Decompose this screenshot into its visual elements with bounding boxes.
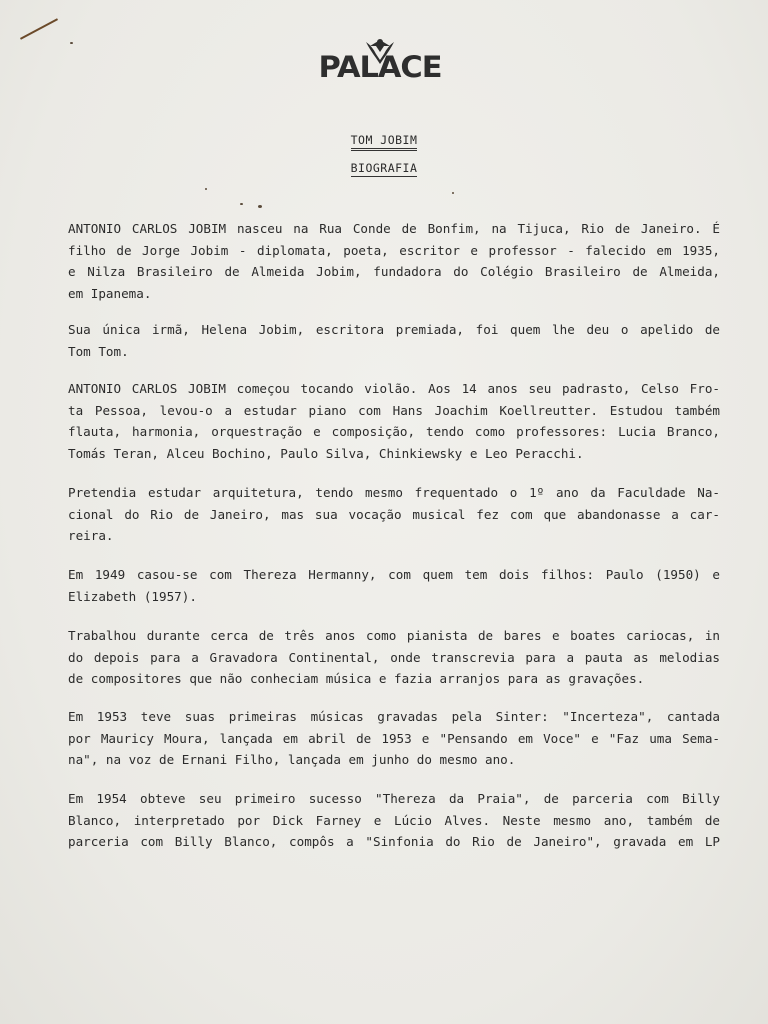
title-text: TOM JOBIM [351,133,418,151]
paragraph-8 [68,788,720,853]
paragraph-2 [68,319,720,362]
subtitle-text: BIOGRAFIA [350,161,418,175]
text-line: filho de Jorge Jobim - diplomata, poeta, escritor e professor - falecido em 1935, [68,242,720,258]
text-line: em Ipanema. [68,285,152,301]
paragraph-5 [68,564,720,607]
text-line: flauta, harmonia, orquestração e composição, tendo como professores: Lucia Branco, [68,424,720,439]
text-line: Tomás Teran, Alceu Bochino, Paulo Silva, Chinkiewsky e Leo Peracchi. [68,445,584,461]
text-line: de compositores que não conheciam música e fazia arranjos para as gravações. [68,671,645,686]
text-line: cional do Rio de Janeiro, mas sua vocação musical fez com que abandonasse a car- [68,506,720,522]
text-line: Sua única irmã, Helena Jobim, escritora premiada, foi quem lhe deu o apelido de [68,322,720,337]
text-line: Elizabeth (1957). [68,588,197,604]
text-line: e Nilza Brasileiro de Almeida Jobim, fundadora do Colégio Brasileiro de Almeida, [68,264,720,279]
text-line: Tom Tom. [68,343,129,359]
paragraph-4 [68,482,720,547]
paragraph-7 [68,706,720,771]
paragraph-3 [68,378,720,464]
logo-wordmark: PALACE [318,50,442,84]
text-line: Em 1954 obteve seu primeiro sucesso "Thereza da Praia", de parceria com Billy [68,791,720,806]
paper-speck [240,203,243,205]
paper-speck [258,205,262,208]
paragraph-6 [68,625,720,690]
pen-mark [20,18,58,39]
text-line: Pretendia estudar arquitetura, tendo mesmo frequentado o 1º ano da Faculdade Na- [68,485,720,500]
paragraph-1 [68,218,720,304]
text-line: parceria com Billy Blanco, compôs a "Sinfonia do Rio de Janeiro", gravada em LP [68,834,720,849]
text-line: ANTONIO CARLOS JOBIM começou tocando violão. Aos 14 anos seu padrasto, Celso Fro- [68,381,720,396]
text-line: na", na voz de Ernani Filho, lançada em junho do mesmo ano. [68,752,516,767]
palace-logo [310,36,450,84]
text-line: do depois para a Gravadora Continental, onde transcrevia para a pauta as melodias [68,649,720,665]
text-line: reira. [68,528,114,543]
paper-speck [70,42,73,44]
text-line: Blanco, interpretado por Dick Farney e Lúcio Alves. Neste mesmo ano, também de [68,812,720,828]
text-line: Em 1953 teve suas primeiras músicas gravadas pela Sinter: "Incerteza", cantada [68,709,720,724]
document-title [0,133,768,151]
text-line: por Mauricy Moura, lançada em abril de 1953 e "Pensando em Voce" e "Faz uma Sema- [68,730,720,746]
text-line: ta Pessoa, levou-o a estudar piano com Hans Joachim Koellreutter. Estudou também [68,402,720,418]
paper-speck [205,188,207,190]
paper-speck [452,192,454,194]
document-subtitle [0,161,768,177]
text-line: Em 1949 casou-se com Thereza Hermanny, com quem tem dois filhos: Paulo (1950) e [68,567,720,582]
text-line: ANTONIO CARLOS JOBIM nasceu na Rua Conde de Bonfim, na Tijuca, Rio de Janeiro. É [68,221,720,236]
text-line: Trabalhou durante cerca de três anos como pianista de bares e boates cariocas, in [68,628,720,643]
